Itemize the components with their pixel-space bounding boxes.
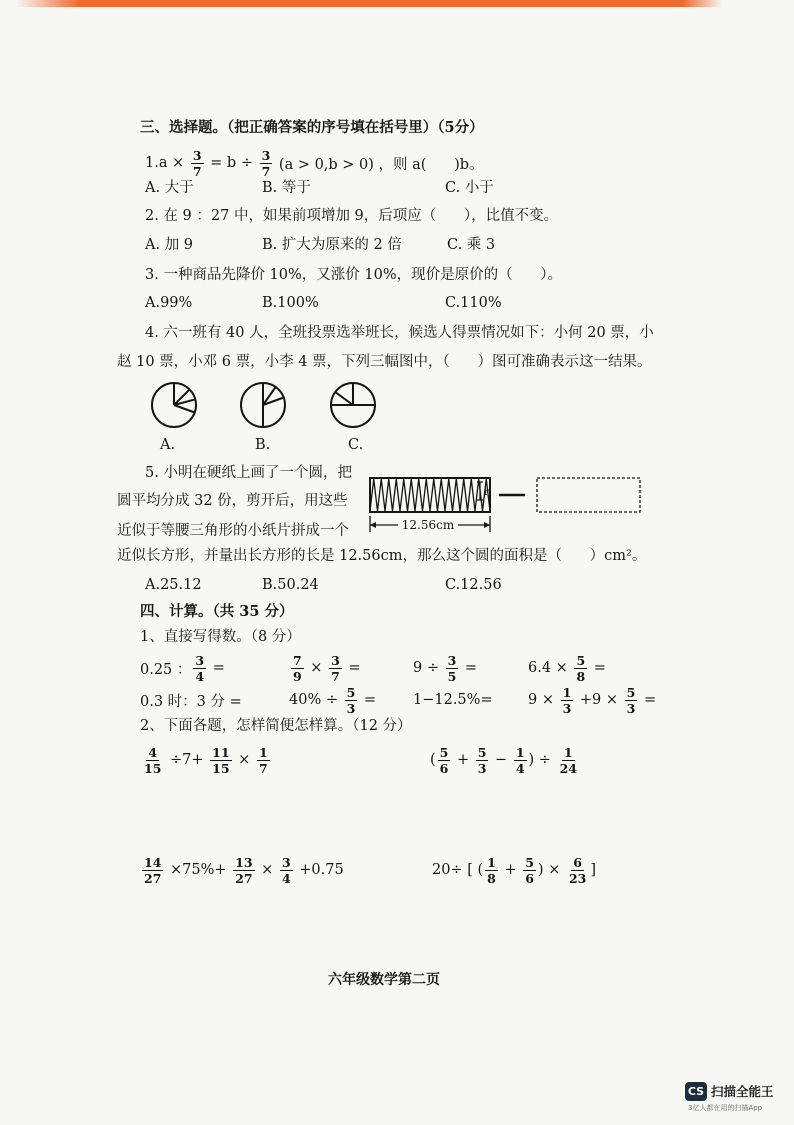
fraction-numerator: 3 — [331, 652, 340, 668]
fraction-numerator: 3 — [447, 652, 457, 668]
expr-text: (a > 0,b > 0) ，则 a( )b。 — [274, 156, 484, 173]
q3-option-b: B.100% — [262, 295, 319, 311]
oral-calc-item — [413, 684, 493, 716]
fraction-numerator: 11 — [212, 744, 230, 760]
expr-text: 0.25 ： — [140, 661, 192, 678]
fraction-denominator: 7 — [331, 668, 340, 684]
scanner-logo: CS — [685, 1082, 707, 1101]
fraction-denominator: 3 — [626, 700, 636, 716]
q2-option-c: C. 乘 3 — [447, 237, 496, 253]
question-5-line-4: 近似长方形，并量出长方形的长是 12.56cm，那么这个圆的面积是（ ）cm²。 — [117, 548, 647, 564]
fraction-numerator: 1 — [562, 684, 572, 700]
q5-option-c: C.12.56 — [445, 577, 502, 593]
expr-text: 20÷ [ ( — [432, 862, 484, 878]
fraction — [210, 746, 231, 775]
expr-text: = b ÷ — [205, 155, 258, 171]
pie-label-c: C. — [348, 437, 364, 453]
fraction — [142, 746, 163, 775]
q3-option-c: C.110% — [445, 295, 502, 311]
q1-option-b: B. 等于 — [262, 180, 311, 196]
question-4-line-1: 4. 六一班有 40 人，全班投票选举班长，候选人得票情况如下：小何 20 票，小 — [145, 325, 654, 341]
fraction-numerator: 14 — [144, 854, 162, 870]
fraction-denominator: 15 — [144, 760, 162, 776]
expr-text: 1−12.5%= — [413, 692, 493, 708]
section-3-title: 三、选择题。（把正确答案的序号填在括号里）（5分） — [140, 119, 484, 136]
radius-label: r — [484, 487, 489, 498]
fraction — [485, 856, 498, 885]
oral-calc-item — [289, 684, 376, 716]
fraction — [193, 654, 206, 683]
circle-to-rectangle-figure — [360, 468, 650, 538]
length-label: 12.56cm — [401, 518, 455, 532]
fraction-denominator: 7 — [258, 760, 268, 776]
fraction — [329, 654, 342, 683]
fraction-numerator: 7 — [293, 652, 302, 668]
part-2-title: 2、下面各题，怎样简便怎样算。（12 分） — [140, 718, 412, 734]
question-3-stem: 3. 一种商品先降价 10%，又涨价 10%，现价是原价的（ ）。 — [145, 267, 563, 283]
fraction-numerator: 3 — [281, 854, 291, 870]
fraction — [438, 746, 451, 775]
expr-text: × — [256, 862, 278, 878]
fraction — [567, 856, 588, 885]
expr-text: 1.a × — [145, 155, 189, 171]
expr-text: × — [233, 752, 255, 768]
fraction — [476, 746, 489, 775]
fraction — [514, 746, 527, 775]
fraction — [257, 746, 270, 775]
pie-label-b: B. — [255, 437, 271, 453]
q2-option-a: A. 加 9 — [145, 237, 194, 253]
fraction — [345, 686, 358, 715]
q5-option-a: A.25.12 — [145, 577, 202, 593]
expr-text: = — [639, 692, 657, 708]
pie-option-a — [149, 380, 199, 430]
fraction-denominator: 3 — [346, 700, 356, 716]
fraction — [561, 686, 574, 715]
expr-text: = — [460, 660, 478, 676]
fraction-denominator: 8 — [576, 668, 586, 684]
expr-text: +9 × — [575, 692, 623, 708]
fraction — [574, 654, 587, 683]
fraction-numerator: 3 — [192, 147, 202, 163]
fraction — [280, 856, 293, 885]
scan-edge — [0, 0, 794, 7]
fraction-numerator: 4 — [148, 744, 158, 760]
fraction — [446, 654, 459, 683]
fraction-numerator: 13 — [235, 854, 253, 870]
section-4-title: 四、计算。（共 35 分） — [140, 603, 294, 620]
expr-text: 9 ÷ — [413, 660, 444, 676]
fraction-denominator: 3 — [562, 700, 572, 716]
fraction-numerator: 5 — [346, 684, 356, 700]
fraction-denominator: 4 — [515, 760, 525, 776]
fraction — [625, 686, 638, 715]
q5-option-b: B.50.24 — [262, 577, 319, 593]
page-footer: 六年级数学第二页 — [328, 972, 440, 988]
fraction-denominator: 27 — [235, 870, 253, 886]
question-1-stem — [145, 147, 484, 179]
fraction-denominator: 7 — [261, 163, 271, 179]
oral-calc-item — [413, 652, 477, 684]
expr-text: +0.75 — [294, 862, 344, 878]
simplify-problem-4 — [432, 854, 596, 886]
expr-text: = — [343, 660, 361, 676]
fraction-denominator: 7 — [192, 163, 202, 179]
fraction-numerator: 3 — [261, 147, 271, 163]
simplify-problem-2 — [430, 744, 581, 776]
expr-text: ) ÷ — [528, 752, 556, 768]
fraction-numerator: 5 — [626, 684, 636, 700]
fraction — [260, 149, 273, 178]
q1-option-a: A. 大于 — [145, 180, 194, 196]
fraction — [291, 654, 304, 683]
oral-calc-item — [528, 684, 656, 716]
fraction-denominator: 5 — [447, 668, 457, 684]
scanner-app-name: 扫描全能王 — [711, 1084, 774, 1099]
pie-a-divider — [174, 405, 195, 413]
fraction-numerator: 5 — [439, 744, 449, 760]
expr-text: + — [499, 862, 522, 878]
pie-label-a: A. — [160, 437, 176, 453]
oral-calc-item — [140, 652, 225, 684]
expr-text: ( — [430, 752, 436, 768]
oral-calc-item — [528, 652, 606, 684]
length-arrowhead — [484, 522, 490, 528]
question-5-line-1: 5. 小明在硬纸上画了一个圆，把 — [145, 465, 352, 481]
question-2-stem: 2. 在 9 ：27 中，如果前项增加 9，后项应（ ），比值不变。 — [145, 208, 559, 224]
expr-text: ×75%+ — [165, 862, 232, 878]
fraction-numerator: 5 — [477, 744, 487, 760]
fraction-denominator: 6 — [439, 760, 449, 776]
scanner-tagline: 3亿人都在用的扫描App — [688, 1104, 763, 1112]
pie-option-b — [238, 380, 288, 430]
fraction — [142, 856, 163, 885]
simplify-problem-3 — [140, 854, 344, 886]
fraction-numerator: 3 — [195, 652, 205, 668]
fraction — [233, 856, 254, 885]
oral-calc-item — [289, 652, 361, 684]
expr-text: + — [452, 752, 474, 768]
expr-text: × — [305, 660, 328, 676]
fraction — [558, 746, 579, 775]
pie-option-c — [328, 380, 378, 430]
expr-text: ) × — [537, 862, 565, 878]
expr-text: 6.4 × — [528, 660, 573, 676]
fraction-denominator: 27 — [144, 870, 162, 886]
fraction-denominator: 15 — [212, 760, 230, 776]
fraction — [191, 149, 204, 178]
expr-text: 0.3 时：3 分 = — [140, 693, 242, 710]
oral-calc-item — [140, 684, 242, 716]
fraction-numerator: 1 — [563, 744, 573, 760]
fraction-denominator: 8 — [487, 870, 496, 886]
fraction-numerator: 1 — [487, 854, 496, 870]
question-5-line-2: 圆平均分成 32 份，剪开后，用这些 — [117, 493, 348, 509]
question-4-line-2: 赵 10 票，小邓 6 票，小李 4 票，下列三幅图中，（ ）图可准确表示这一结果。 — [117, 354, 652, 370]
fraction — [523, 856, 536, 885]
expr-text: = — [589, 660, 606, 676]
fraction-denominator: 23 — [568, 870, 587, 886]
length-arrowhead — [370, 522, 376, 528]
expr-text: = — [208, 660, 225, 676]
fraction-numerator: 5 — [576, 652, 586, 668]
expr-text: 9 × — [528, 692, 559, 708]
q3-option-a: A.99% — [145, 295, 193, 311]
pie-c-divider — [335, 392, 353, 405]
fraction-numerator: 6 — [573, 854, 582, 870]
q2-option-b: B. 扩大为原来的 2 倍 — [262, 237, 402, 253]
fraction-numerator: 1 — [258, 744, 268, 760]
fraction-numerator: 5 — [525, 854, 534, 870]
fraction-denominator: 4 — [195, 668, 205, 684]
expr-text: − — [490, 752, 512, 768]
expr-text: 40% ÷ — [289, 692, 343, 708]
q1-option-c: C. 小于 — [445, 180, 494, 196]
expr-text: = — [359, 692, 377, 708]
fraction-denominator: 3 — [477, 760, 487, 776]
expr-text: ] — [590, 862, 597, 878]
simplify-problem-1 — [140, 744, 272, 776]
fraction-denominator: 24 — [559, 760, 577, 776]
fraction-denominator: 6 — [525, 870, 534, 886]
question-5-line-3: 近似于等腰三角形的小纸片拼成一个 — [117, 523, 349, 539]
fraction-numerator: 1 — [515, 744, 525, 760]
expr-text: ÷7+ — [165, 752, 209, 768]
target-rectangle — [537, 478, 640, 512]
part-1-title: 1、直接写得数。（8 分） — [140, 629, 301, 645]
fraction-denominator: 4 — [281, 870, 291, 886]
zigzag-sectors — [370, 479, 490, 511]
fraction-denominator: 9 — [293, 668, 302, 684]
